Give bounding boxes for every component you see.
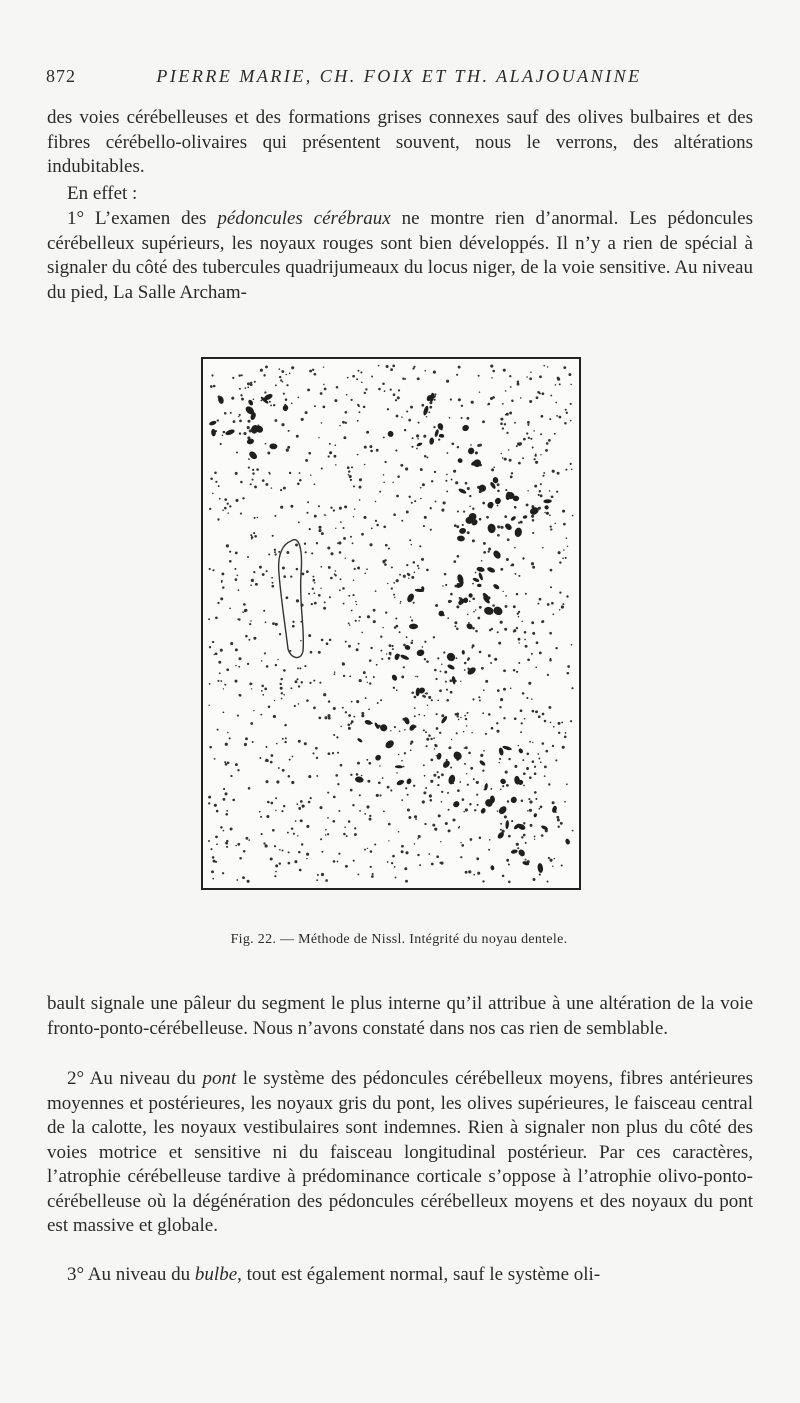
figure-nissl-dentate-nucleus bbox=[201, 357, 581, 890]
paragraph-continuation: des voies cérébelleuses et des formations grises connexes sauf des olives bulbaires et des fibres cérébello-olivaires qui présentent souvent, nous le verrons, des altérations indubitables. bbox=[47, 107, 753, 177]
emphasis-pont: pont bbox=[202, 1068, 237, 1089]
blood-vessel-outline bbox=[279, 540, 304, 658]
stained-neurons bbox=[209, 392, 571, 873]
emphasis-pedoncules: pédoncules cérébraux bbox=[217, 208, 391, 229]
paragraph-en-effet: En effet : bbox=[67, 183, 138, 204]
micrograph-illustration bbox=[203, 359, 579, 888]
paragraph-pont: 2° Au niveau du pont le système des pédoncules cérébelleux moyens, fibres antérieures moyennes et postérieures, les noyaux gris du pont, les olives supérieures, le faisceau central de la calotte, les noyaux vestibulaires sont indemnes. Rien à signaler non plus du côté des voies motrice et sensitive ni du faisceau longitudinal postérieur. Par ces caractères, l’atrophie cérébelleuse tardive à prédominance corticale s’oppose à l’atrophie olivo-ponto-cérébelleuse où la dégénération des pédoncules cérébelleux moyens et des noyaux du pont est massive et globale. bbox=[47, 1068, 753, 1236]
running-head: PIERRE MARIE, CH. FOIX ET TH. ALAJOUANINE bbox=[156, 66, 642, 86]
paragraph-pedoncules: 1° L’examen des pédoncules cérébraux ne montre rien d’anormal. Les pédoncules cérébelleux supérieurs, les noyaux rouges sont bien développés. Il n’y a rien de spécial à signaler du côté des tubercules quadrijumeaux du locus niger, de la voie sensitive. Au niveau du pied, La Salle Archam- bbox=[47, 208, 753, 303]
emphasis-bulbe: bulbe bbox=[194, 1264, 238, 1285]
page-number: 872 bbox=[46, 66, 76, 86]
figure-caption: Fig. 22. — Méthode de Nissl. Intégrité du noyau dentele. bbox=[230, 932, 568, 947]
paragraph-baullt: bault signale une pâleur du segment le plus interne qu’il attribue à une altération de la voie fronto-ponto-cérébelleuse. Nous n’avons constaté dans nos cas rien de semblable. bbox=[47, 993, 753, 1039]
stipple-dots bbox=[208, 365, 574, 884]
page-header bbox=[46, 66, 752, 90]
paragraph-bulbe: 3° Au niveau du bulbe, tout est également normal, sauf le système oli- bbox=[67, 1264, 601, 1285]
